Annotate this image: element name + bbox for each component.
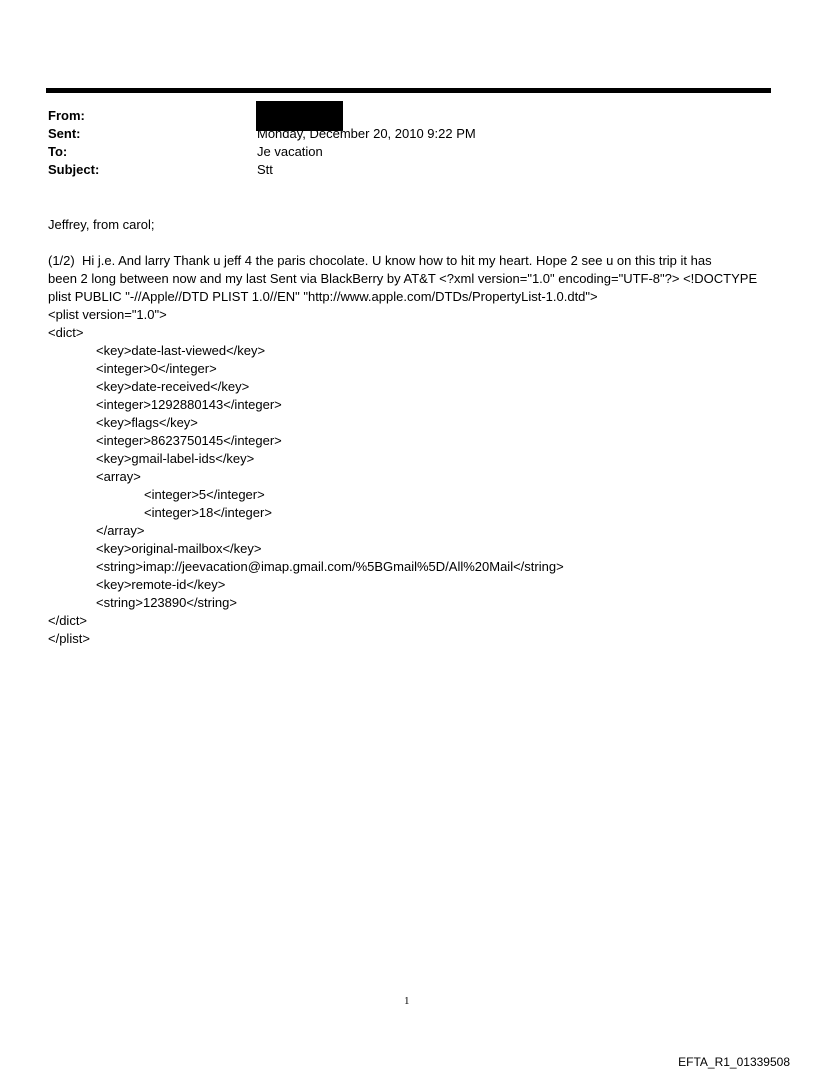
sent-label: Sent: [48,126,81,141]
sent-value: Monday, December 20, 2010 9:22 PM [257,126,476,141]
greeting: Jeffrey, from carol; [48,217,155,232]
plist-line: <integer>1292880143</integer> [96,397,282,412]
plist-line: <integer>5</integer> [144,487,265,502]
plist-line: <integer>18</integer> [144,505,272,520]
subject-label: Subject: [48,162,100,177]
plist-line: </array> [96,523,145,538]
message-line-2: been 2 long between now and my last Sent via BlackBerry by AT&T <?xml version="1.0" encoding="UTF-8"?> <!DOCTYPE [48,271,758,286]
plist-line: <string>123890</string> [96,595,237,610]
to-label: To: [48,144,68,159]
message-line-3: plist PUBLIC "-//Apple//DTD PLIST 1.0//EN" "http://www.apple.com/DTDs/PropertyList-1.0.dtd"> [48,289,598,304]
page-number: 1 [404,995,410,1007]
subject-value: Stt [257,162,273,177]
from-label: From: [48,108,85,123]
message-line-1: (1/2) Hi j.e. And larry Thank u jeff 4 the paris chocolate. U know how to hit my heart. Hope 2 see u on this trip it has [48,253,712,268]
plist-line: <plist version="1.0"> [48,307,167,322]
plist-line: <array> [96,469,141,484]
plist-line: <key>date-received</key> [96,379,250,394]
plist-line: <key>gmail-label-ids</key> [96,451,255,466]
plist-line: <key>original-mailbox</key> [96,541,262,556]
plist-line: <integer>8623750145</integer> [96,433,282,448]
header-rule [46,88,771,93]
plist-line: <string>imap://jeevacation@imap.gmail.com/%5BGmail%5D/All%20Mail</string> [96,559,564,574]
plist-line: <key>flags</key> [96,415,198,430]
plist-line: <dict> [48,325,84,340]
plist-line: </dict> [48,613,88,628]
bates-number: EFTA_R1_01339508 [678,1055,790,1069]
plist-line: <integer>0</integer> [96,361,217,376]
plist-line: <key>date-last-viewed</key> [96,343,266,358]
to-value: Je vacation [257,144,323,159]
plist-line: </plist> [48,631,90,646]
plist-line: <key>remote-id</key> [96,577,226,592]
